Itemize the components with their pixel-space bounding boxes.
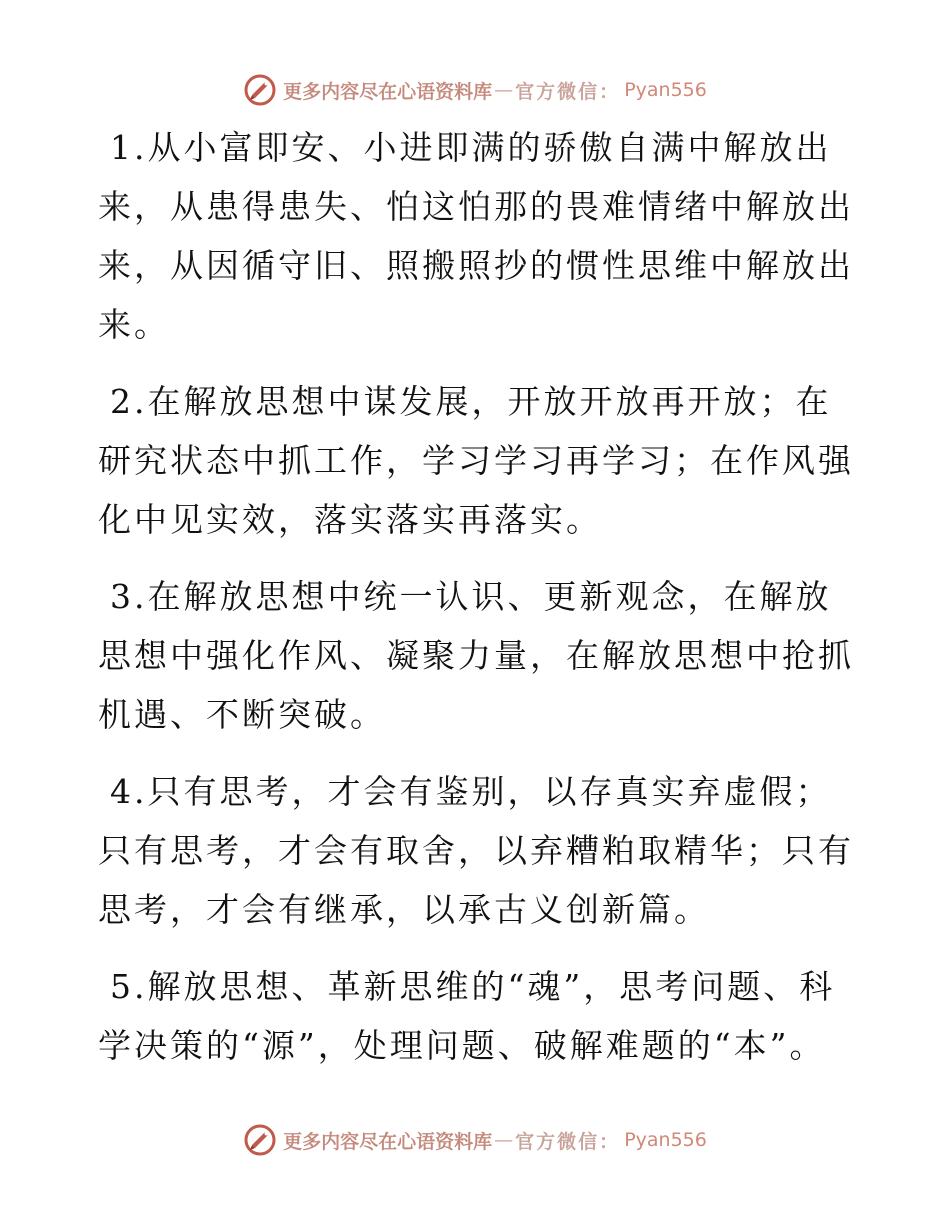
banner-separator: — [494, 79, 514, 101]
logo-icon [243, 1123, 277, 1157]
paragraph-1: 1.从小富即安、小进即满的骄傲自满中解放出来，从患得患失、怕这怕那的畏难情绪中解放出来，从因循守旧、照搬照抄的惯性思维中解放出来。 [98, 128, 854, 344]
paragraph-3: 3.在解放思想中统一认识、更新观念，在解放思想中强化作风、凝聚力量，在解放思想中抢抓机遇、不断突破。 [98, 577, 854, 734]
document-body [98, 118, 858, 1093]
paragraph-2: 2.在解放思想中谋发展，开放开放再开放；在研究状态中抓工作，学习学习再学习；在作风强化中见实效，落实落实再落实。 [98, 382, 854, 539]
banner-text: 更多内容尽在心语资料库 [283, 1130, 493, 1153]
header-banner [0, 68, 950, 112]
banner-wechat-label: 官方微信： [515, 80, 621, 103]
paragraph-4: 4.只有思考，才会有鉴别，以存真实弃虚假；只有思考，才会有取舍，以弃糟粕取精华；只有思考，才会有继承，以承古义创新篇。 [98, 772, 854, 929]
banner-text: 更多内容尽在心语资料库 [283, 80, 493, 103]
banner-wechat-id: Pyan556 [624, 79, 707, 101]
footer-banner [0, 1118, 950, 1162]
banner-wechat-label: 官方微信： [515, 1130, 621, 1153]
logo-icon [243, 73, 277, 107]
banner-wechat-id: Pyan556 [624, 1129, 707, 1151]
banner-separator: — [494, 1129, 514, 1151]
paragraph-5: 5.解放思想、革新思维的“魂”，思考问题、科学决策的“源”，处理问题、破解难题的“本”。 [98, 967, 836, 1065]
